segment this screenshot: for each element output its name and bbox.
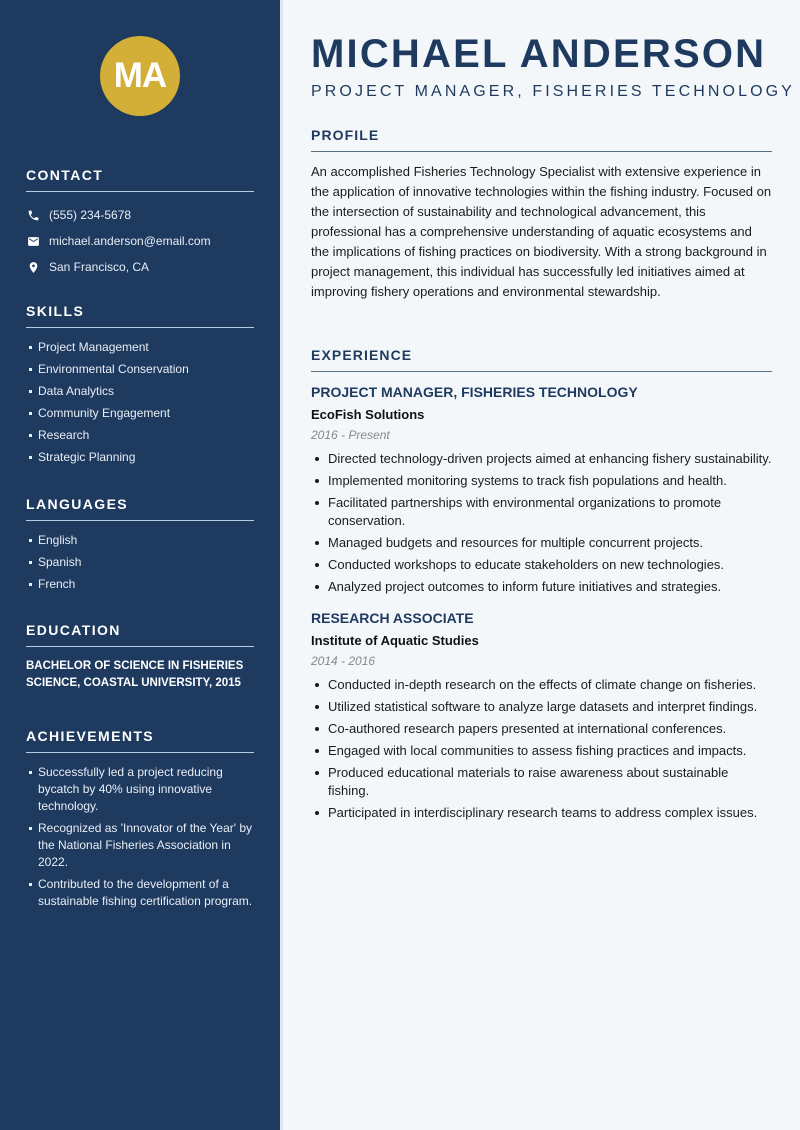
achievements-heading: ACHIEVEMENTS bbox=[26, 728, 254, 753]
skill-item: Environmental Conservation bbox=[26, 361, 254, 378]
achievements-list bbox=[26, 764, 254, 910]
job-bullet: Directed technology-driven projects aimed at enhancing fishery sustainability. bbox=[311, 450, 772, 468]
job-bullet: Managed budgets and resources for multiple concurrent projects. bbox=[311, 534, 772, 552]
location-pin-icon bbox=[26, 260, 40, 274]
skills-list bbox=[26, 339, 254, 466]
profile-heading: PROFILE bbox=[311, 127, 772, 152]
sidebar bbox=[0, 0, 280, 1130]
job-title: PROJECT MANAGER, FISHERIES TECHNOLOGY bbox=[311, 384, 638, 400]
job-bullets bbox=[311, 450, 772, 596]
job-dates: 2016 - Present bbox=[311, 428, 390, 442]
contact-heading: CONTACT bbox=[26, 167, 254, 192]
job-bullet: Produced educational materials to raise awareness about sustainable fishing. bbox=[311, 764, 772, 800]
profile-summary: An accomplished Fisheries Technology Specialist with extensive experience in the application of innovative technologies within the fishing industry. Focused on the intersection of sustainability and technological advancement, this professional has a comprehensive understanding of aquatic ecosystems and the implications of fishing practices on biodiversity. With a strong background in project management, this individual has successfully led initiatives aimed at improving fishery operations and environmental stewardship. bbox=[311, 164, 772, 299]
location-text: San Francisco, CA bbox=[49, 260, 150, 274]
skill-item: Project Management bbox=[26, 339, 254, 356]
languages-list bbox=[26, 532, 254, 593]
job-company: EcoFish Solutions bbox=[311, 407, 425, 422]
job-bullet: Participated in interdisciplinary research teams to address complex issues. bbox=[311, 804, 772, 822]
candidate-title: PROJECT MANAGER, FISHERIES TECHNOLOGY bbox=[311, 83, 795, 100]
skills-heading: SKILLS bbox=[26, 303, 254, 328]
job-bullet: Analyzed project outcomes to inform future initiatives and strategies. bbox=[311, 578, 772, 596]
phone-text[interactable]: (555) 234-5678 bbox=[49, 208, 132, 222]
profile-section bbox=[311, 127, 772, 302]
experience-heading: EXPERIENCE bbox=[311, 347, 772, 372]
achievements-section bbox=[26, 728, 254, 915]
job-entry bbox=[311, 610, 772, 822]
job-bullet: Facilitated partnerships with environmental organizations to promote conservation. bbox=[311, 494, 772, 530]
achievement-item: Successfully led a project reducing bycatch by 40% using innovative technology. bbox=[26, 764, 254, 815]
main-content bbox=[280, 0, 800, 1130]
skills-section bbox=[26, 303, 254, 471]
contact-email bbox=[26, 228, 254, 254]
language-item: French bbox=[26, 576, 254, 593]
phone-icon bbox=[26, 208, 40, 222]
experience-section bbox=[311, 347, 772, 826]
job-bullet: Engaged with local communities to assess fishing practices and impacts. bbox=[311, 742, 772, 760]
languages-heading: LANGUAGES bbox=[26, 496, 254, 521]
education-section bbox=[26, 622, 254, 692]
job-bullet: Utilized statistical software to analyze large datasets and interpret findings. bbox=[311, 698, 772, 716]
language-item: Spanish bbox=[26, 554, 254, 571]
job-company: Institute of Aquatic Studies bbox=[311, 633, 479, 648]
languages-section bbox=[26, 496, 254, 598]
skill-item: Community Engagement bbox=[26, 405, 254, 422]
education-heading: EDUCATION bbox=[26, 622, 254, 647]
achievement-item: Contributed to the development of a sustainable fishing certification program. bbox=[26, 876, 254, 910]
achievement-item: Recognized as 'Innovator of the Year' by the National Fisheries Association in 2022. bbox=[26, 820, 254, 871]
job-bullets bbox=[311, 676, 772, 822]
job-bullet: Co-authored research papers presented at international conferences. bbox=[311, 720, 772, 738]
email-icon bbox=[26, 234, 40, 248]
avatar: MA bbox=[100, 36, 180, 116]
contact-phone bbox=[26, 202, 254, 228]
skill-item: Data Analytics bbox=[26, 383, 254, 400]
job-title: RESEARCH ASSOCIATE bbox=[311, 610, 474, 626]
contact-section bbox=[26, 167, 254, 280]
contact-location bbox=[26, 254, 254, 280]
avatar-wrapper bbox=[26, 0, 254, 116]
contact-list bbox=[26, 202, 254, 280]
job-entry bbox=[311, 384, 772, 596]
language-item: English bbox=[26, 532, 254, 549]
job-dates: 2014 - 2016 bbox=[311, 654, 376, 668]
job-bullet: Implemented monitoring systems to track fish populations and health. bbox=[311, 472, 772, 490]
education-degree: BACHELOR OF SCIENCE IN FISHERIES SCIENCE, COASTAL UNIVERSITY, 2015 bbox=[26, 660, 244, 689]
skill-item: Strategic Planning bbox=[26, 449, 254, 466]
job-bullet: Conducted workshops to educate stakeholders on new technologies. bbox=[311, 556, 772, 574]
candidate-name: MICHAEL ANDERSON bbox=[311, 32, 767, 76]
skill-item: Research bbox=[26, 427, 254, 444]
email-text[interactable]: michael.anderson@email.com bbox=[49, 234, 211, 248]
job-bullet: Conducted in-depth research on the effects of climate change on fisheries. bbox=[311, 676, 772, 694]
